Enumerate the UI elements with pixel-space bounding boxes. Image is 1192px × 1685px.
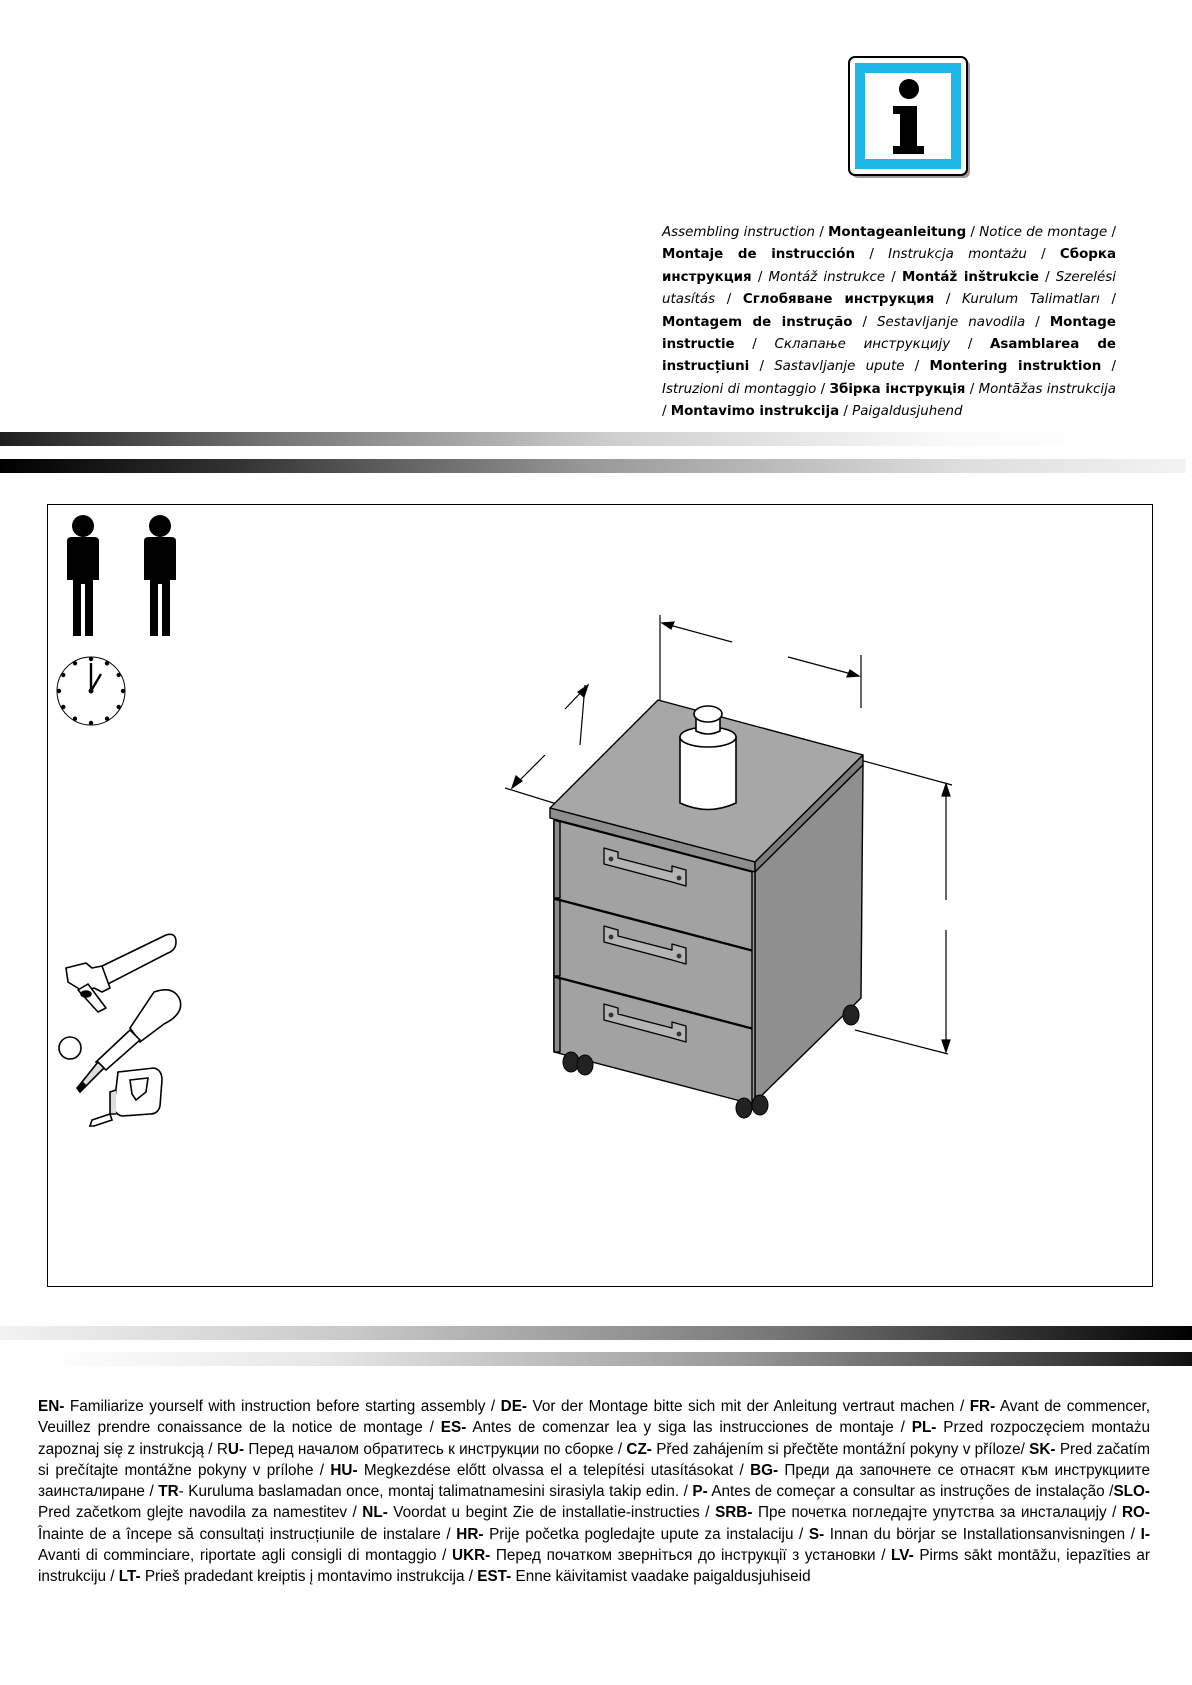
notice-text: Familiarize yourself with instruction before starting assembly / bbox=[64, 1398, 501, 1415]
language-code: RO- bbox=[1121, 1504, 1150, 1522]
clock-tick bbox=[121, 689, 125, 693]
notice-text: Vor der Montage bitte sich mit der Anleitung vertraut machen / bbox=[527, 1398, 970, 1415]
instruction-title-13: Montage instructie bbox=[662, 314, 1116, 353]
instruction-title-18: Istruzioni di montaggio bbox=[662, 381, 817, 397]
instruction-title-1: Montageanleitung bbox=[828, 225, 967, 240]
notice-text: Antes de comenzar lea y siga las instrucciones de montaje / bbox=[466, 1419, 912, 1437]
instruction-title-16: Sastavljanje upute bbox=[774, 359, 905, 375]
decorative-bar bbox=[40, 1352, 1192, 1366]
language-code: TR bbox=[158, 1483, 179, 1501]
clock-tick bbox=[73, 717, 77, 721]
instruction-title-4: Instrukcja montażu bbox=[888, 247, 1027, 263]
language-code: LT- bbox=[118, 1568, 141, 1586]
language-code: SK- bbox=[1029, 1440, 1056, 1458]
language-code: I- bbox=[1140, 1525, 1150, 1543]
notice-text: Перед початком зверніться до інструкції з установки / bbox=[490, 1547, 892, 1565]
language-code: SRB- bbox=[715, 1504, 753, 1522]
language-code: PL- bbox=[911, 1419, 937, 1437]
language-code: EN- bbox=[38, 1398, 65, 1415]
notice-text: Prije početka pogledajte upute za instalaciju / bbox=[483, 1525, 809, 1543]
instruction-title-20: Montāžas instrukcija bbox=[978, 381, 1116, 397]
instruction-title-3: Montaje de instrucción bbox=[662, 247, 856, 263]
language-code: U- bbox=[227, 1440, 245, 1458]
instruction-title-14: Склапање инструкцију bbox=[774, 337, 951, 353]
instruction-title-22: Paigaldusjuhend bbox=[852, 404, 963, 420]
clock-tick bbox=[73, 661, 77, 665]
instruction-title-12: Sestavljanje navodila bbox=[877, 314, 1026, 330]
read-instructions-notice bbox=[38, 1396, 1150, 1588]
instruction-title-9: Сглобяване инструкция bbox=[742, 292, 935, 308]
notice-text: Înainte de a începe să consultați instrucțiunile de instalare / bbox=[38, 1525, 457, 1543]
instruction-title-0: Assembling instruction bbox=[662, 225, 816, 240]
notice-text: - Kuruluma baslamadan once, montaj talimatnamesini sirasiyla takip edin. / bbox=[178, 1483, 693, 1501]
clock-tick bbox=[61, 705, 65, 709]
notice-text: Avanti di comminciare, riportate agli consigli di montaggio / bbox=[38, 1547, 453, 1565]
clock-tick bbox=[89, 657, 93, 661]
notice-text: Před zahájením si přečtěte montážní pokyny v příloze/ bbox=[651, 1440, 1030, 1458]
tools-icons bbox=[58, 930, 208, 1140]
language-code: CZ- bbox=[626, 1440, 652, 1458]
notice-text: Voordat u begint Zie de installatie-instructies / bbox=[387, 1504, 716, 1522]
clock-tick bbox=[57, 689, 61, 693]
instruction-title-21: Montavimo instrukcija bbox=[670, 404, 840, 420]
notice-text: Megkezdése előtt olvassa el a telepítési utasításokat / bbox=[357, 1461, 751, 1479]
instruction-title-11: Montagem de instrução bbox=[662, 314, 853, 330]
language-code: NL- bbox=[362, 1504, 388, 1522]
instruction-title-2: Notice de montage bbox=[979, 225, 1108, 240]
language-code: EST- bbox=[477, 1568, 512, 1586]
clock-tick bbox=[105, 661, 109, 665]
language-code: HU- bbox=[330, 1461, 358, 1479]
instruction-title-17: Montering instruktion bbox=[929, 359, 1102, 375]
two-persons-icon bbox=[56, 514, 196, 638]
clock-tick bbox=[61, 673, 65, 677]
notice-text: Prieš pradedant kreiptis į montavimo instrukcija / bbox=[140, 1568, 478, 1586]
notice-text: Перед началом обратитесь к инструкции по сборке / bbox=[244, 1440, 627, 1458]
tape-measure-icon bbox=[90, 1068, 162, 1126]
decorative-bar bbox=[0, 432, 1120, 446]
instruction-title-8: Szerelési utasítás bbox=[662, 269, 1116, 308]
language-code: BG- bbox=[750, 1461, 779, 1479]
notice-text: Преди да започнете се отнасят към инструкциите заинсталиране / bbox=[38, 1461, 1150, 1501]
notice-text: Pirms sākt montāžu, iepazīties ar instrukciju / bbox=[38, 1547, 1150, 1586]
language-code: SLO- bbox=[1113, 1483, 1150, 1501]
decorative-bar bbox=[0, 459, 1186, 473]
notice-text: Enne käivitamist vaadake paigaldusjuhiseid bbox=[511, 1568, 811, 1586]
assembly-instruction-titles: Assembling instruction / Montageanleitung / Notice de montage / Montaje de instrucción / Instrukcja montażu / Сборка инструкция / Montáž instrukce / Montáž inštrukcie / Szerelési utasítás / Сглобяване инструкция / Kurulum Talimatları / Montagem de instrução / Sestavljanje navodila / Montage instructie / Склапање инструкцију / Asamblarea de instrucțiuni / Sastavljanje upute / Montering instruktion / Istruzioni di montaggio / Збірка інструкція / Montāžas instrukcija / Montavimo instrukcija / Paigaldusjuhend bbox=[662, 225, 1116, 420]
instruction-title-10: Kurulum Talimatları bbox=[961, 292, 1100, 308]
language-code: FR- bbox=[969, 1398, 996, 1415]
notice-text: Пре почетка погледајте упутства за инсталацију / bbox=[752, 1504, 1122, 1522]
information-icon bbox=[848, 56, 972, 180]
clock-tick bbox=[117, 673, 121, 677]
clock-icon bbox=[54, 654, 128, 728]
notice-text: Pred začatím si prečítajte montážne pokyny v prílohe / bbox=[38, 1440, 1151, 1479]
language-code: HR- bbox=[456, 1525, 484, 1543]
decorative-bar bbox=[0, 1326, 1192, 1340]
instruction-title-5: Сборка инструкция bbox=[662, 247, 1116, 285]
notice-text: Pred začetkom glejte navodila za namestitev / bbox=[38, 1504, 363, 1522]
language-code: P- bbox=[692, 1483, 708, 1501]
language-code: UKR- bbox=[452, 1547, 491, 1565]
clock-tick bbox=[89, 721, 93, 725]
clock-tick bbox=[117, 705, 121, 709]
language-code: LV- bbox=[891, 1547, 914, 1565]
instruction-title-6: Montáž instrukce bbox=[768, 269, 886, 285]
language-code: ES- bbox=[440, 1419, 467, 1437]
instruction-title-15: Asamblarea de instrucțiuni bbox=[662, 337, 1116, 375]
notice-text: Antes de começar a consultar as instruções de instalação / bbox=[707, 1483, 1114, 1501]
language-code: DE- bbox=[500, 1398, 528, 1415]
clock-tick bbox=[105, 717, 109, 721]
notice-text: Przed rozpoczęciem montażu zapoznaj się z instrukcją / R bbox=[38, 1419, 1150, 1458]
mobile-drawer-cabinet-drawing bbox=[470, 610, 960, 1130]
instruction-title-7: Montáž inštrukcie bbox=[901, 269, 1039, 285]
language-code: S- bbox=[808, 1525, 825, 1543]
notice-text: Avant de commencer, Veuillez prendre conaissance de la notice de montage / bbox=[38, 1398, 1151, 1437]
notice-text: Innan du börjar se Installationsanvisningen / bbox=[824, 1525, 1141, 1543]
instruction-title-19: Збірка інструкція bbox=[829, 381, 966, 397]
